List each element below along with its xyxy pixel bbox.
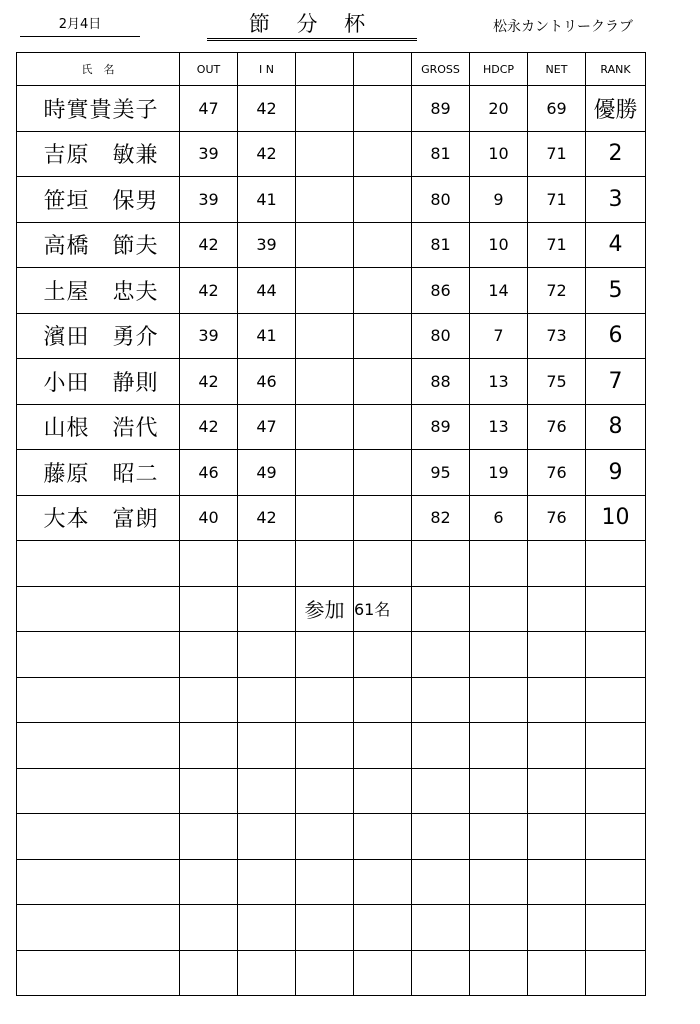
rank: 10 bbox=[586, 495, 646, 541]
rank: 3 bbox=[586, 177, 646, 223]
net-score: 73 bbox=[528, 313, 586, 359]
blank-cell bbox=[180, 768, 238, 814]
blank-cell bbox=[528, 632, 586, 678]
blank-cell bbox=[586, 814, 646, 860]
column-header: OUT bbox=[180, 53, 238, 86]
blank-cell bbox=[470, 586, 528, 632]
rank: 9 bbox=[586, 450, 646, 496]
blank-cell bbox=[528, 541, 586, 587]
rank: 優勝 bbox=[586, 86, 646, 132]
empty-row bbox=[17, 632, 646, 678]
out-score: 42 bbox=[180, 268, 238, 314]
out-score: 42 bbox=[180, 404, 238, 450]
blank-cell bbox=[412, 723, 470, 769]
handicap: 9 bbox=[470, 177, 528, 223]
blank-cell bbox=[528, 768, 586, 814]
blank-cell bbox=[17, 677, 180, 723]
rank: 7 bbox=[586, 359, 646, 405]
empty-row bbox=[17, 859, 646, 905]
gross-score: 80 bbox=[412, 177, 470, 223]
in-score: 42 bbox=[238, 131, 296, 177]
blank-cell bbox=[470, 541, 528, 587]
player-name: 大本 富朗 bbox=[17, 495, 180, 541]
blank-cell bbox=[354, 222, 412, 268]
in-score: 41 bbox=[238, 313, 296, 359]
participants-count: 61名 bbox=[354, 586, 412, 632]
in-score: 44 bbox=[238, 268, 296, 314]
blank-cell bbox=[354, 632, 412, 678]
net-score: 76 bbox=[528, 450, 586, 496]
blank-cell bbox=[412, 814, 470, 860]
in-score: 39 bbox=[238, 222, 296, 268]
blank-cell bbox=[354, 723, 412, 769]
blank-cell bbox=[354, 814, 412, 860]
blank-cell bbox=[586, 632, 646, 678]
blank-cell bbox=[180, 723, 238, 769]
empty-row bbox=[17, 586, 646, 632]
blank-cell bbox=[412, 541, 470, 587]
blank-cell bbox=[180, 541, 238, 587]
date-label: 2月4日 bbox=[20, 14, 140, 37]
blank-cell bbox=[354, 905, 412, 951]
blank-cell bbox=[17, 814, 180, 860]
blank-cell bbox=[470, 768, 528, 814]
empty-row bbox=[17, 541, 646, 587]
out-score: 42 bbox=[180, 222, 238, 268]
blank-cell bbox=[528, 859, 586, 905]
blank-cell bbox=[296, 677, 354, 723]
blank-cell bbox=[354, 495, 412, 541]
handicap: 19 bbox=[470, 450, 528, 496]
out-score: 46 bbox=[180, 450, 238, 496]
blank-cell bbox=[296, 814, 354, 860]
rank: 2 bbox=[586, 131, 646, 177]
blank-cell bbox=[354, 404, 412, 450]
column-header: NET bbox=[528, 53, 586, 86]
blank-cell bbox=[180, 859, 238, 905]
blank-cell bbox=[412, 677, 470, 723]
out-score: 40 bbox=[180, 495, 238, 541]
blank-cell bbox=[586, 768, 646, 814]
gross-score: 82 bbox=[412, 495, 470, 541]
empty-row bbox=[17, 814, 646, 860]
gross-score: 80 bbox=[412, 313, 470, 359]
column-header bbox=[296, 53, 354, 86]
blank-cell bbox=[296, 541, 354, 587]
blank-cell bbox=[470, 677, 528, 723]
blank-cell bbox=[296, 905, 354, 951]
blank-cell bbox=[354, 86, 412, 132]
empty-row bbox=[17, 950, 646, 996]
blank-cell bbox=[528, 814, 586, 860]
blank-cell bbox=[354, 313, 412, 359]
blank-cell bbox=[180, 632, 238, 678]
blank-cell bbox=[470, 950, 528, 996]
page-title: 節 分 杯 bbox=[207, 10, 417, 41]
table-row bbox=[17, 359, 646, 405]
blank-cell bbox=[180, 586, 238, 632]
blank-cell bbox=[296, 359, 354, 405]
column-header: I N bbox=[238, 53, 296, 86]
player-name: 吉原 敏兼 bbox=[17, 131, 180, 177]
blank-cell bbox=[180, 814, 238, 860]
gross-score: 89 bbox=[412, 86, 470, 132]
empty-row bbox=[17, 905, 646, 951]
handicap: 10 bbox=[470, 131, 528, 177]
gross-score: 95 bbox=[412, 450, 470, 496]
rank: 5 bbox=[586, 268, 646, 314]
blank-cell bbox=[296, 131, 354, 177]
table-row bbox=[17, 131, 646, 177]
blank-cell bbox=[17, 541, 180, 587]
in-score: 42 bbox=[238, 495, 296, 541]
blank-cell bbox=[354, 450, 412, 496]
handicap: 13 bbox=[470, 404, 528, 450]
blank-cell bbox=[238, 905, 296, 951]
table-header-row bbox=[17, 53, 646, 86]
net-score: 76 bbox=[528, 404, 586, 450]
blank-cell bbox=[296, 723, 354, 769]
blank-cell bbox=[296, 632, 354, 678]
blank-cell bbox=[17, 723, 180, 769]
column-header: RANK bbox=[586, 53, 646, 86]
blank-cell bbox=[17, 768, 180, 814]
blank-cell bbox=[412, 905, 470, 951]
rank: 4 bbox=[586, 222, 646, 268]
net-score: 75 bbox=[528, 359, 586, 405]
empty-row bbox=[17, 723, 646, 769]
in-score: 49 bbox=[238, 450, 296, 496]
blank-cell bbox=[180, 905, 238, 951]
table-row bbox=[17, 495, 646, 541]
blank-cell bbox=[238, 723, 296, 769]
blank-cell bbox=[17, 859, 180, 905]
handicap: 14 bbox=[470, 268, 528, 314]
blank-cell bbox=[296, 177, 354, 223]
in-score: 41 bbox=[238, 177, 296, 223]
blank-cell bbox=[470, 723, 528, 769]
rank: 6 bbox=[586, 313, 646, 359]
blank-cell bbox=[470, 632, 528, 678]
in-score: 42 bbox=[238, 86, 296, 132]
handicap: 13 bbox=[470, 359, 528, 405]
blank-cell bbox=[296, 950, 354, 996]
player-name: 時實貴美子 bbox=[17, 86, 180, 132]
in-score: 46 bbox=[238, 359, 296, 405]
gross-score: 81 bbox=[412, 222, 470, 268]
handicap: 6 bbox=[470, 495, 528, 541]
blank-cell bbox=[296, 86, 354, 132]
blank-cell bbox=[296, 313, 354, 359]
player-name: 笹垣 保男 bbox=[17, 177, 180, 223]
blank-cell bbox=[296, 768, 354, 814]
blank-cell bbox=[586, 950, 646, 996]
blank-cell bbox=[586, 541, 646, 587]
handicap: 7 bbox=[470, 313, 528, 359]
blank-cell bbox=[528, 723, 586, 769]
blank-cell bbox=[528, 677, 586, 723]
blank-cell bbox=[238, 814, 296, 860]
player-name: 高橋 節夫 bbox=[17, 222, 180, 268]
blank-cell bbox=[354, 859, 412, 905]
blank-cell bbox=[586, 586, 646, 632]
blank-cell bbox=[296, 495, 354, 541]
table-row bbox=[17, 450, 646, 496]
results-table bbox=[16, 52, 646, 996]
blank-cell bbox=[528, 950, 586, 996]
net-score: 76 bbox=[528, 495, 586, 541]
player-name: 土屋 忠夫 bbox=[17, 268, 180, 314]
blank-cell bbox=[238, 541, 296, 587]
club-name: 松永カントリークラブ bbox=[493, 19, 633, 35]
out-score: 39 bbox=[180, 131, 238, 177]
column-header: HDCP bbox=[470, 53, 528, 86]
blank-cell bbox=[17, 586, 180, 632]
net-score: 72 bbox=[528, 268, 586, 314]
blank-cell bbox=[238, 677, 296, 723]
blank-cell bbox=[354, 768, 412, 814]
net-score: 71 bbox=[528, 177, 586, 223]
net-score: 71 bbox=[528, 131, 586, 177]
column-header bbox=[354, 53, 412, 86]
empty-row bbox=[17, 677, 646, 723]
blank-cell bbox=[296, 222, 354, 268]
blank-cell bbox=[354, 359, 412, 405]
blank-cell bbox=[180, 677, 238, 723]
participants-label: 参加 bbox=[296, 586, 354, 632]
table-row bbox=[17, 86, 646, 132]
blank-cell bbox=[354, 950, 412, 996]
blank-cell bbox=[354, 268, 412, 314]
blank-cell bbox=[586, 905, 646, 951]
table-row bbox=[17, 177, 646, 223]
blank-cell bbox=[238, 768, 296, 814]
blank-cell bbox=[412, 632, 470, 678]
blank-cell bbox=[17, 632, 180, 678]
blank-cell bbox=[528, 586, 586, 632]
out-score: 39 bbox=[180, 177, 238, 223]
column-header: GROSS bbox=[412, 53, 470, 86]
in-score: 47 bbox=[238, 404, 296, 450]
blank-cell bbox=[470, 814, 528, 860]
blank-cell bbox=[180, 950, 238, 996]
table-row bbox=[17, 404, 646, 450]
blank-cell bbox=[528, 905, 586, 951]
blank-cell bbox=[470, 905, 528, 951]
blank-cell bbox=[586, 677, 646, 723]
blank-cell bbox=[412, 859, 470, 905]
out-score: 47 bbox=[180, 86, 238, 132]
blank-cell bbox=[296, 450, 354, 496]
blank-cell bbox=[412, 586, 470, 632]
blank-cell bbox=[296, 268, 354, 314]
blank-cell bbox=[354, 131, 412, 177]
net-score: 69 bbox=[528, 86, 586, 132]
gross-score: 89 bbox=[412, 404, 470, 450]
rank: 8 bbox=[586, 404, 646, 450]
gross-score: 88 bbox=[412, 359, 470, 405]
blank-cell bbox=[586, 859, 646, 905]
table-row bbox=[17, 222, 646, 268]
player-name: 濱田 勇介 bbox=[17, 313, 180, 359]
blank-cell bbox=[470, 859, 528, 905]
blank-cell bbox=[238, 859, 296, 905]
blank-cell bbox=[296, 404, 354, 450]
gross-score: 81 bbox=[412, 131, 470, 177]
net-score: 71 bbox=[528, 222, 586, 268]
player-name: 山根 浩代 bbox=[17, 404, 180, 450]
blank-cell bbox=[354, 177, 412, 223]
player-name: 藤原 昭二 bbox=[17, 450, 180, 496]
handicap: 20 bbox=[470, 86, 528, 132]
table-row bbox=[17, 313, 646, 359]
blank-cell bbox=[238, 632, 296, 678]
blank-cell bbox=[238, 950, 296, 996]
blank-cell bbox=[586, 723, 646, 769]
blank-cell bbox=[354, 677, 412, 723]
blank-cell bbox=[412, 950, 470, 996]
gross-score: 86 bbox=[412, 268, 470, 314]
handicap: 10 bbox=[470, 222, 528, 268]
column-header: 氏 名 bbox=[17, 53, 180, 86]
blank-cell bbox=[296, 859, 354, 905]
table-row bbox=[17, 268, 646, 314]
out-score: 42 bbox=[180, 359, 238, 405]
player-name: 小田 静則 bbox=[17, 359, 180, 405]
blank-cell bbox=[354, 541, 412, 587]
blank-cell bbox=[17, 905, 180, 951]
blank-cell bbox=[412, 768, 470, 814]
empty-row bbox=[17, 768, 646, 814]
blank-cell bbox=[17, 950, 180, 996]
out-score: 39 bbox=[180, 313, 238, 359]
blank-cell bbox=[238, 586, 296, 632]
